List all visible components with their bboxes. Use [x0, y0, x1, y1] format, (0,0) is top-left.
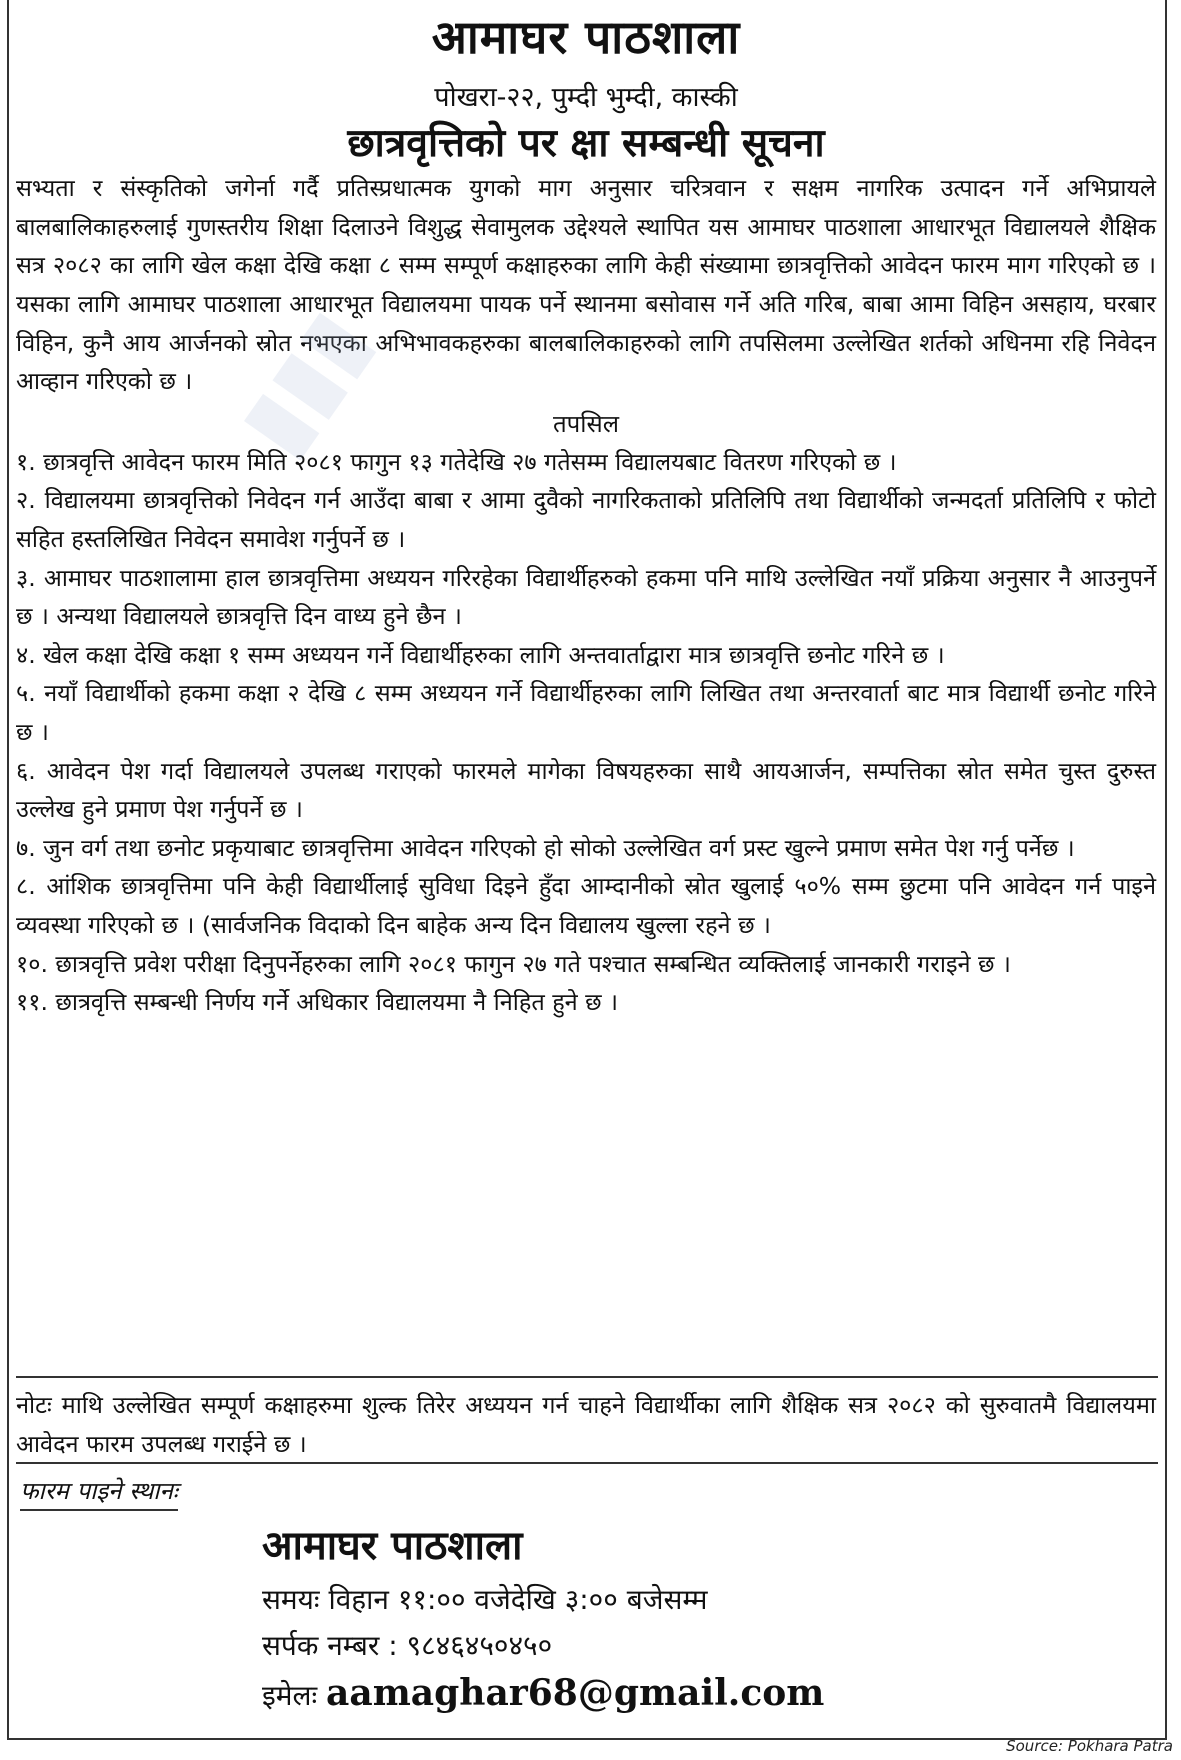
note-paragraph: नोटः माथि उल्लेखित सम्पूर्ण कक्षाहरुमा शुल्क तिरेर अध्ययन गर्न चाहने विद्यार्थीका लागि शैक्षिक सत्र २०८२ को सुरुवातमै विद्यालयमा आवेदन फारम उपलब्ध गराईने छ । [16, 1391, 1156, 1458]
form-place-label: फारम पाइने स्थानः [20, 1474, 178, 1511]
tapsil-label: तपसिल [552, 409, 620, 438]
footer-school-name: आमाघर पाठशाला [262, 1523, 523, 1569]
note-divider-bottom [16, 1462, 1158, 1464]
source-credit: Source: Pokhara Patra [1006, 1737, 1173, 1755]
list-item: ११. छात्रवृत्ति सम्बन्धी निर्णय गर्ने अधिकार विद्यालयमा नै निहित हुने छ । [16, 988, 619, 1017]
school-address: पोखरा-२२, पुम्दी भुम्दी, कास्की [434, 82, 738, 113]
email-address[interactable]: aamaghar68@gmail.com [326, 1672, 825, 1714]
list-item: ६. आवेदन पेश गर्दा विद्यालयले उपलब्ध गराएको फारमले मागेका विषयहरुका साथै आयआर्जन, सम्पत्तिका स्रोत समेत चुस्त दुरुस्त उल्लेख हुने प्रमाण पेश गर्नुपर्ने छ । [16, 756, 1156, 824]
intro-paragraph: सभ्यता र संस्कृतिको जगेर्ना गर्दै प्रतिस्प्रधात्मक युगको माग अनुसार चरित्रवान र सक्षम नागरिक उत्पादन गर्ने अभिप्रायले बालबालिकाहरुलाई गुणस्तरीय शिक्षा दिलाउने विशुद्ध सेवामुलक उद्देश्यले स्थापित यस आमाघर पाठशाला आधारभूत विद्यालयले शैक्षिक सत्र २०८२ का लागि खेल कक्षा देखि कक्षा ८ सम्म सम्पूर्ण कक्षाहरुका लागि केही संख्यामा छात्रवृत्तिको आवेदन फारम माग गरिएको छ । यसका लागि आमाघर पाठशाला आधारभूत विद्यालयमा पायक पर्ने स्थानमा बसोवास गर्ने अति गरिब, बाबा आमा विहिन असहाय, घरबार विहिन, कुनै आय आर्जनको स्रोत नभएका अभिभावकहरुका बालबालिकाहरुको लागि तपसिलमा उल्लेखित शर्तको अधिनमा रहि निवेदन आव्हान गरिएको छ । [16, 174, 1156, 396]
note-section [16, 1378, 1156, 1487]
conditions-list [16, 443, 1156, 1022]
email-row [262, 1672, 824, 1714]
list-item: ४. खेल कक्षा देखि कक्षा १ सम्म अध्ययन गर्ने विद्यार्थीहरुका लागि अन्तवार्ताद्वारा मात्र छात्रवृत्ति छनोट गरिने छ । [16, 640, 945, 669]
office-hours: समयः विहान ११:०० वजेदेखि ३:०० बजेसम्म [262, 1583, 708, 1616]
list-item: १०. छात्रवृत्ति प्रवेश परीक्षा दिनुपर्नेहरुका लागि २०८१ फागुन २७ गते पश्चात सम्बन्धित व्यक्तिलाई जानकारी गराइने छ । [16, 949, 1011, 978]
list-item: ७. जुन वर्ग तथा छनोट प्रकृयाबाट छात्रवृत्तिमा आवेदन गरिएको हो सोको उल्लेखित वर्ग प्रस्ट खुल्ने प्रमाण समेत पेश गर्नु पर्नेछ । [16, 833, 1075, 862]
list-item: २. विद्यालयमा छात्रवृत्तिको निवेदन गर्न आउँदा बाबा र आमा दुवैको नागरिकताको प्रतिलिपि तथा विद्यार्थीको जन्मदर्ता प्रतिलिपि र फोटो सहित हस्तलिखित निवेदन समावेश गर्नुपर्ने छ । [16, 486, 1156, 553]
school-title: आमाघर पाठशाला [431, 10, 741, 64]
notice-heading: छात्रवृत्तिको पर क्षा सम्बन्धी सूचना [347, 121, 825, 167]
list-item: ३. आमाघर पाठशालामा हाल छात्रवृत्तिमा अध्ययन गरिरहेका विद्यार्थीहरुको हकमा पनि माथि उल्लेखित नयाँ प्रक्रिया अनुसार नै आउनुपर्ने छ । अन्यथा विद्यालयले छात्रवृत्ति दिन वाध्य हुने छैन । [16, 563, 1156, 631]
contact-number: सर्पक नम्बर : ९८४६४५०४५० [262, 1629, 553, 1662]
list-item: १. छात्रवृत्ति आवेदन फारम मिति २०८१ फागुन १३ गतेदेखि २७ गतेसम्म विद्यालयबाट वितरण गरिएको छ । [16, 447, 897, 476]
watermark-mark: ▮▮▮ [218, 291, 390, 474]
list-item: ५. नयाँ विद्यार्थीको हकमा कक्षा २ देखि ८ सम्म अध्ययन गर्ने विद्यार्थीहरुका लागि लिखित तथा अन्तरवार्ता बाट मात्र विद्यार्थी छनोट गरिने छ । [16, 679, 1156, 746]
list-item: ८. आंशिक छात्रवृत्तिमा पनि केही विद्यार्थीलाई सुविधा दिइने हुँदा आम्दानीको स्रोत खुलाई ५०% सम्म छुटमा पनि आवेदन गर्न पाइने व्यवस्था गरिएको छ । (सार्वजनिक विदाको दिन बाहेक अन्य दिन विद्यालय खुल्ला रहने छ । [16, 872, 1156, 939]
email-label: इमेलः [262, 1679, 318, 1712]
notice-content [16, 0, 1156, 1022]
